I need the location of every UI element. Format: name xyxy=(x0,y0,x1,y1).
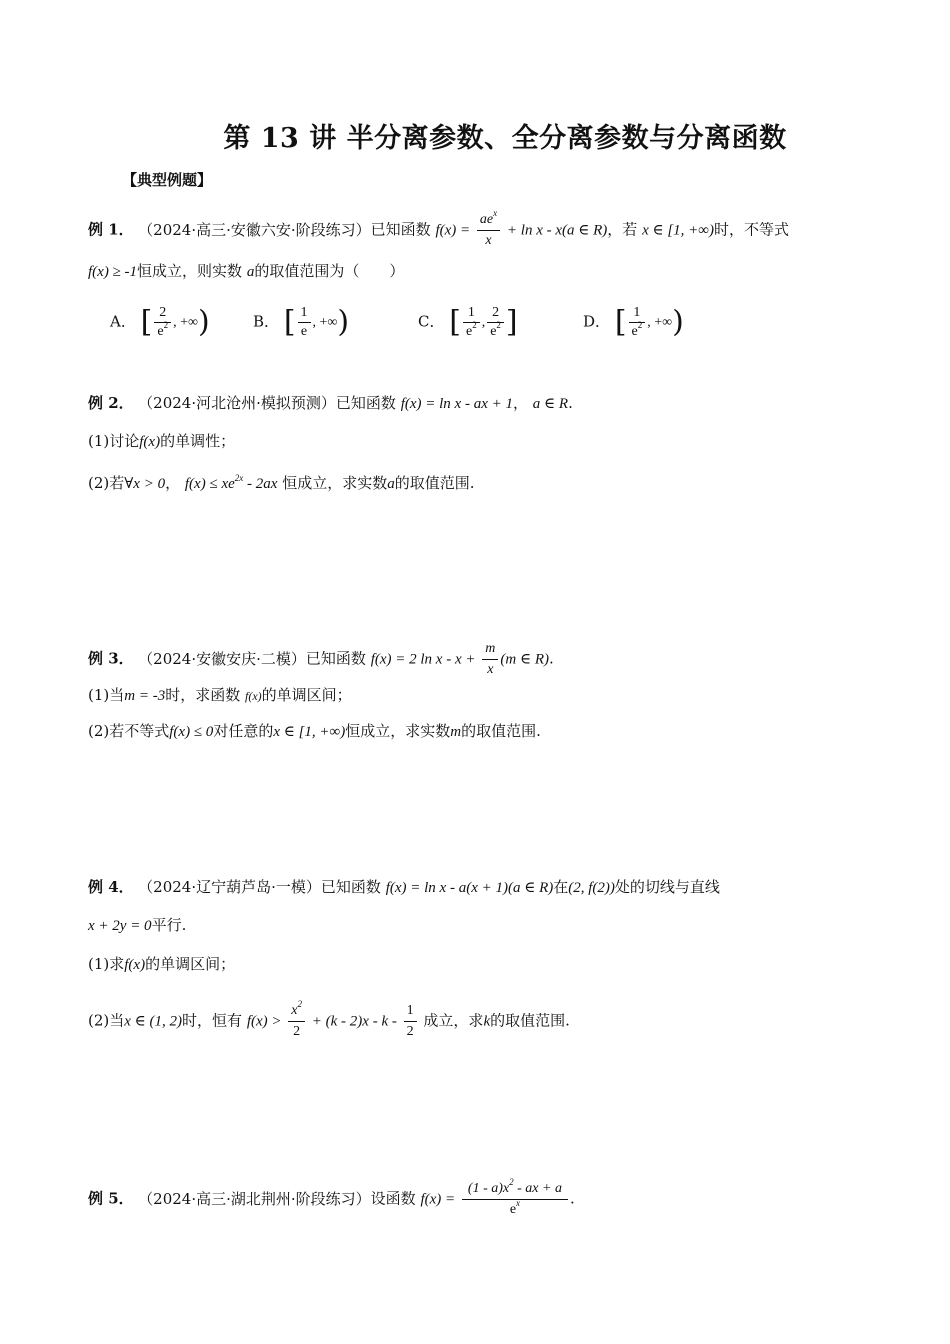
formula: f(x) = ln x - ax + 1 xyxy=(400,396,513,412)
example-2-stem: 例 2． （2024·河北沧州·模拟预测）已知函数 f(x) = ln x - ax + 1， a ∈ R. xyxy=(88,394,573,412)
example-source: （2024·安徽安庆·二模） xyxy=(145,649,306,668)
example-3-q2: (2)若不等式f(x) ≤ 0对任意的x ∈ [1, +∞)恒成立，求实数m的取值范围. xyxy=(88,722,541,740)
formula: x ∈ [1, +∞) xyxy=(642,222,714,239)
example-source: （2024·高三·安徽六安·阶段练习） xyxy=(145,220,371,239)
example-source: （2024·河北沧州·模拟预测） xyxy=(145,394,336,412)
option-d: D． [ $\frac{1}{e^2}$ , +∞) xyxy=(583,304,684,340)
option-c: C． [ $\frac{1}{e^2}$ , $\frac{2}{e^2}$ ] xyxy=(418,304,518,340)
formula: f(x) = xyxy=(435,222,471,239)
section-label: 【典型例题】 xyxy=(122,171,213,189)
example-2-q1: (1)讨论f(x)的单调性； xyxy=(88,432,236,450)
example-label: 例 5． xyxy=(88,1189,134,1208)
example-label: 例 4． xyxy=(88,878,134,896)
page-title: 第 13 讲 半分离参数、全分离参数与分离函数 xyxy=(223,123,787,154)
example-label: 例 2． xyxy=(88,394,134,412)
example-1-stem-line2: f(x) ≥ -1恒成立，则实数 a的取值范围为（ ） xyxy=(88,262,405,280)
example-1-stem: 例 1． （2024·高三·安徽六安·阶段练习）已知函数 f(x) = $\frac{ae^x}{x}$ + ln x - x(a ∈ R)，若 x ∈ [1, +∞)时，不等式 xyxy=(88,211,789,250)
example-4-q1: (1)求f(x)的单调区间； xyxy=(88,955,236,973)
example-source: （2024·高三·湖北荆州·阶段练习） xyxy=(145,1189,371,1208)
example-4-q2: (2)当x ∈ (1, 2)时，恒有 f(x) > $\frac{x^2}{2}$ + (k - 2)x - k - $\frac{1}{2}$ 成立，求k的取值范围. xyxy=(88,999,570,1040)
fraction: $\frac{ae^x}{x}$ xyxy=(477,211,500,250)
example-3-q1: (1)当m = -3时，求函数 f(x)的单调区间； xyxy=(88,686,352,704)
example-5-stem: 例 5． （2024·高三·湖北荆州·阶段练习）设函数 f(x) = $\frac{(1 - a)x^2 - ax + a}{e^x}$ . xyxy=(88,1177,575,1218)
option-b: B． [ $\frac{1}{e}$ , +∞) xyxy=(253,304,350,340)
example-source: （2024·辽宁葫芦岛·一模） xyxy=(145,878,321,896)
formula: f(x) ≥ -1 xyxy=(88,264,138,280)
formula: + ln x - x(a ∈ R) xyxy=(506,222,608,239)
example-2-q2: (2)若∀x > 0， $f(x) \le xe^{2x} - 2ax$ 恒成立，求实数a的取值范围. xyxy=(88,473,475,492)
example-label: 例 3． xyxy=(88,649,134,668)
example-4-stem-line2: x + 2y = 0平行. xyxy=(88,916,187,934)
example-4-stem: 例 4． （2024·辽宁葫芦岛·一模）已知函数 f(x) = ln x - a(x + 1)(a ∈ R)在(2, f(2))处的切线与直线 xyxy=(88,878,720,896)
example-label: 例 1． xyxy=(88,220,134,239)
example-3-stem: 例 3． （2024·安徽安庆·二模）已知函数 f(x) = 2 ln x - x + $\frac{m}{x}$ (m ∈ R). xyxy=(88,641,554,678)
option-a: A． [ $\frac{2}{e^2}$ , +∞) xyxy=(110,304,210,340)
